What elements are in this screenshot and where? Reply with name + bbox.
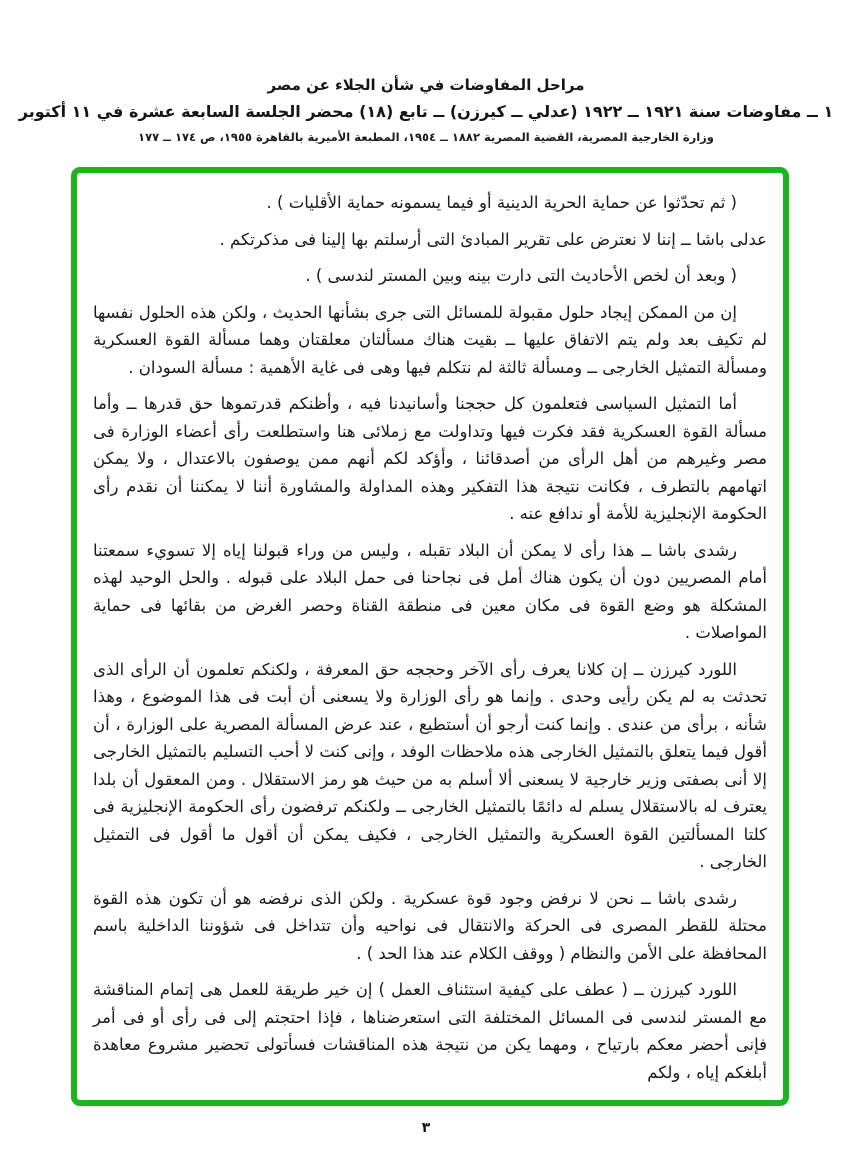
page-title: مراحل المفاوضات في شأن الجلاء عن مصر <box>267 76 585 94</box>
statement-military-force-consultation: أما التمثيل السياسى فتعلمون كل حججنا وأسانيدنا فيه ، وأظنكم قدرتموها حق قدرها ــ وأما مسألة القوة العسكرية فقد فكرت فيها وتداولت مع زملائى هنا واستطلعت رأى أعضاء الوزارة فى مصر وغيرهم من أهل الرأى من أصدقائنا ، وأؤكد لكم أنهم ممن يوصفون بالاعتدال ، ولا يمكن اتهامهم بالتطرف ، فكانت نتيجة هذا التفكير وهذه المداولة والمشاورة أننا لا يمكننا أن نقدم رأى الحكومة الإنجليزية للأمة أو ندافع عنه . <box>93 394 767 523</box>
lord-curzon-statement: اللورد كيرزن ــ إن كلانا يعرف رأى الآخر وحججه حق المعرفة ، ولكنكم تعلمون أن الرأى الذى تحدثت به لم يكن رأيى وحدى . وإنما هو رأى الوزارة ولا يسعنى أن أبت فى هذا الموضوع ، وهذا شأنه ، برأى من عندى . وإنما كنت أرجو أن أستطيع ، عند عرض المسألة المصرية على الوزارة ، أن أقول فيما يتعلق بالتمثيل الخارجى هذه ملاحظات الوفد ، وإنى كنت لا أحب التسليم بالتمثيل الخارجى إلا أنى بصفتى وزير خارجية لا يسعنى ألا أسلم به من حيث هو رمز الاستقلال . ومن المعقول أن بلدا يعترف له بالاستقلال يسلم له دائمًا بالتمثيل الخارجى ــ ولكنكم ترفضون رأى الحكومة الإنجليزية فى كلتا المسألتين القوة العسكرية والتمثيل الخارجى ، فكيف يمكن أن أقول ما أقول فى التمثيل الخارجى . <box>93 659 767 871</box>
document-header <box>0 0 852 144</box>
rushdi-pasha-statement: رشدى باشا ــ هذا رأى لا يمكن أن البلاد تقبله ، وليس من وراء قبولنا إياه إلا تسويء سمعتنا أمام المصريين دون أن يكون هناك أمل فى نجاحنا فى حمل البلاد على قبوله . والحل الوحيد لهذه المشكلة هو وضع القوة فى مكان معين فى منطقة القناة وحصر الغرض من بقائها فى حماية المواصلات . <box>93 540 767 642</box>
page-number: ٣ <box>421 1120 431 1136</box>
stage-note-lindsay-summary: ( وبعد أن لخص الأحاديث التى دارت بينه وبين المستر لندسى ) . <box>305 266 737 285</box>
section-heading: ١ ــ مفاوضات سنة ١٩٢١ ــ ١٩٢٢ (عدلي ــ كيرزن) ــ تابع (١٨) محضر الجلسة السابعة عشرة في ١١ أكتوبر <box>18 102 834 121</box>
source-citation: وزارة الخارجية المصرية، القضية المصرية ١٨٨٢ ــ ١٩٥٤، المطبعة الأميرية بالقاهرة ١٩٥٥، ص ١٧٤ ــ ١٧٧ <box>138 130 714 144</box>
highlight-box <box>71 167 789 1106</box>
lord-curzon-closing-statement: اللورد كيرزن ــ ( عطف على كيفية استئناف العمل ) إن خير طريقة للعمل هى إتمام المناقشة مع المستر لندسى فى المسائل المختلفة التى استعرضناها ، فإذا احتجتم إلى فى رأى أو فى أمر فإنى أحضر معكم بارتياح ، ومهما يكن من نتيجة هذه المناقشات فسأتولى تحضير مشروع معاهدة أبلغكم إياه ، ولكم <box>93 980 767 1082</box>
rushdi-pasha-second-statement: رشدى باشا ــ نحن لا نرفض وجود قوة عسكرية . ولكن الذى نرفضه هو أن تكون هذه القوة محتلة للقطر المصرى فى الحركة والانتقال فى نواحيه وأن تتداخل فى شؤوننا الداخلية باسم المحافظة على الأمن والنظام ( ووقف الكلام عند هذا الحد ) . <box>93 888 767 963</box>
statement-pending-questions: إن من الممكن إيجاد حلول مقبولة للمسائل التى جرى بشأنها الحديث ، ولكن هذه الحلول نفسها لم تكيف بعد ولم يتم الاتفاق عليها ــ بقيت هناك مسألتان معلقتان وهما مسألة القوة العسكرية ومسألة التمثيل الخارجى ــ ومسألة ثالثة لم نتكلم فيها وهى فى غاية الأهمية : مسألة السودان . <box>93 302 767 377</box>
stage-note-minorities: ( ثم تحدّثوا عن حماية الحرية الدينية أو فيما يسمونه حماية الأقليات ) . <box>266 193 737 212</box>
adli-pasha-remark: عدلى باشا ــ إننا لا نعترض على تقرير المبادئ التى أرسلتم بها إلينا فى مذكرتكم . <box>219 229 767 249</box>
